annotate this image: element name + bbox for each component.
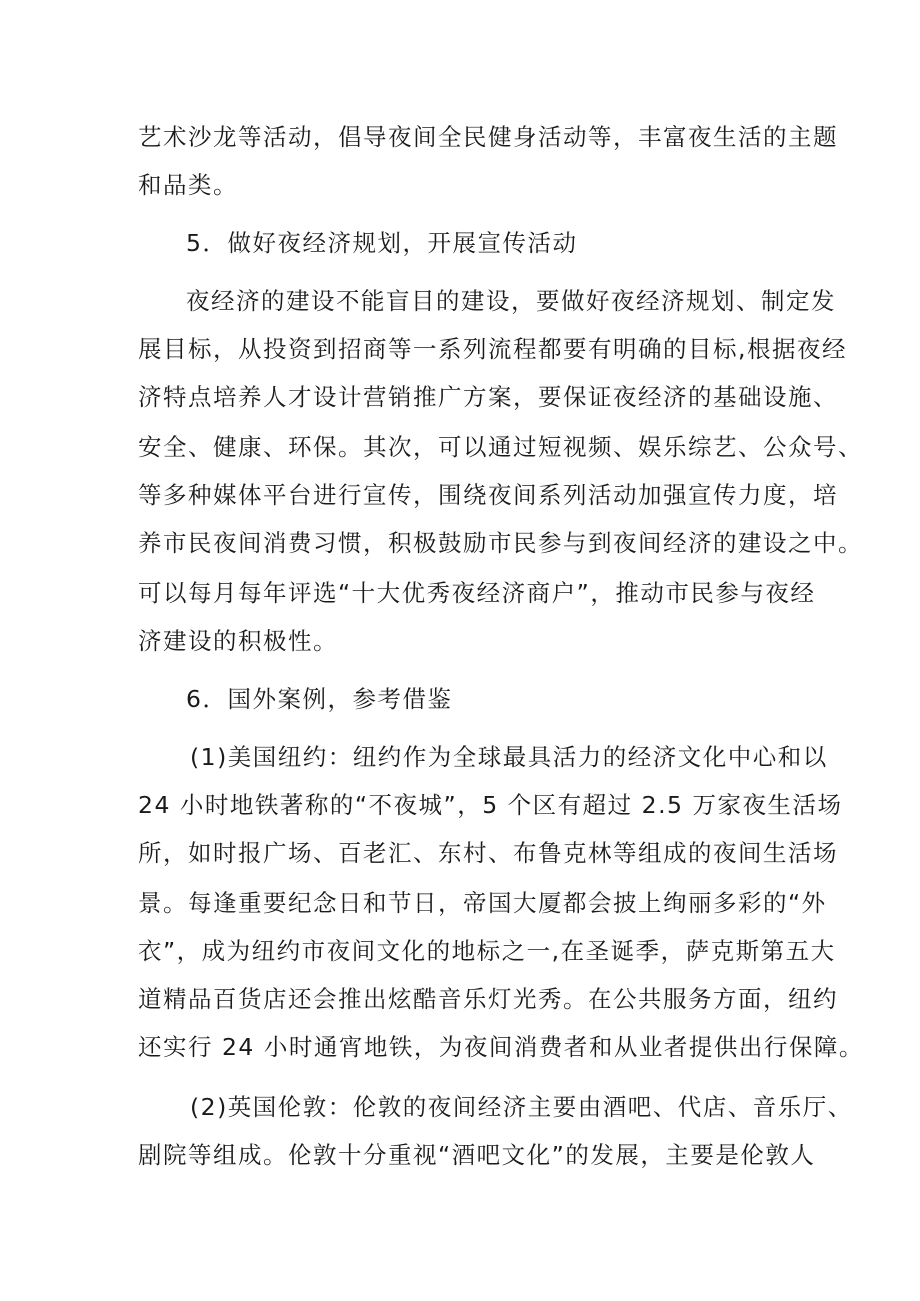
paragraph-line: (2)英国伦敦：伦敦的夜间经济主要由酒吧、代店、音乐厅、 (190, 1093, 853, 1121)
paragraph-line: 24 小时地铁著称的“不夜城”，5 个区有超过 2.5 万家夜生活场 (138, 791, 843, 819)
section-heading-5: 5．做好夜经济规划，开展宣传活动 (186, 229, 578, 257)
paragraph-line: 安全、健康、环保。其次，可以通过短视频、娱乐综艺、公众号、 (138, 433, 863, 461)
paragraph-line: 济建设的积极性。 (138, 627, 338, 655)
paragraph-line: 艺术沙龙等活动，倡导夜间全民健身活动等，丰富夜生活的主题 (138, 123, 838, 151)
paragraph-line: 剧院等组成。伦敦十分重视“酒吧文化”的发展，主要是伦敦人 (138, 1141, 816, 1169)
paragraph-line: 养市民夜间消费习惯，积极鼓励市民参与到夜间经济的建设之中。 (138, 529, 863, 557)
paragraph-line: 道精品百货店还会推出炫酷音乐灯光秀。在公共服务方面，纽约 (138, 985, 838, 1013)
paragraph-line: 还实行 24 小时通宵地铁，为夜间消费者和从业者提供出行保障。 (138, 1033, 864, 1061)
paragraph-line: 夜经济的建设不能盲目的建设，要做好夜经济规划、制定发 (186, 287, 836, 315)
paragraph-line: 等多种媒体平台进行宣传，围绕夜间系列活动加强宣传力度，培 (138, 481, 838, 509)
paragraph-line: (1)美国纽约：纽约作为全球最具活力的经济文化中心和以 (190, 743, 828, 771)
paragraph-line: 济特点培养人才设计营销推广方案，要保证夜经济的基础设施、 (138, 383, 838, 411)
paragraph-line: 衣”，成为纽约市夜间文化的地标之一,在圣诞季，萨克斯第五大 (138, 937, 836, 965)
paragraph-line: 展目标，从投资到招商等一系列流程都要有明确的目标,根据夜经 (138, 335, 847, 363)
paragraph-line: 可以每月每年评选“十大优秀夜经济商户”，推动市民参与夜经 (138, 579, 816, 607)
paragraph-line: 景。每逢重要纪念日和节日，帝国大厦都会披上绚丽多彩的“外 (138, 889, 827, 917)
paragraph-line: 和品类。 (138, 171, 238, 199)
section-heading-6: 6．国外案例，参考借鉴 (186, 685, 453, 713)
paragraph-line: 所，如时报广场、百老汇、东村、布鲁克林等组成的夜间生活场 (138, 839, 838, 867)
